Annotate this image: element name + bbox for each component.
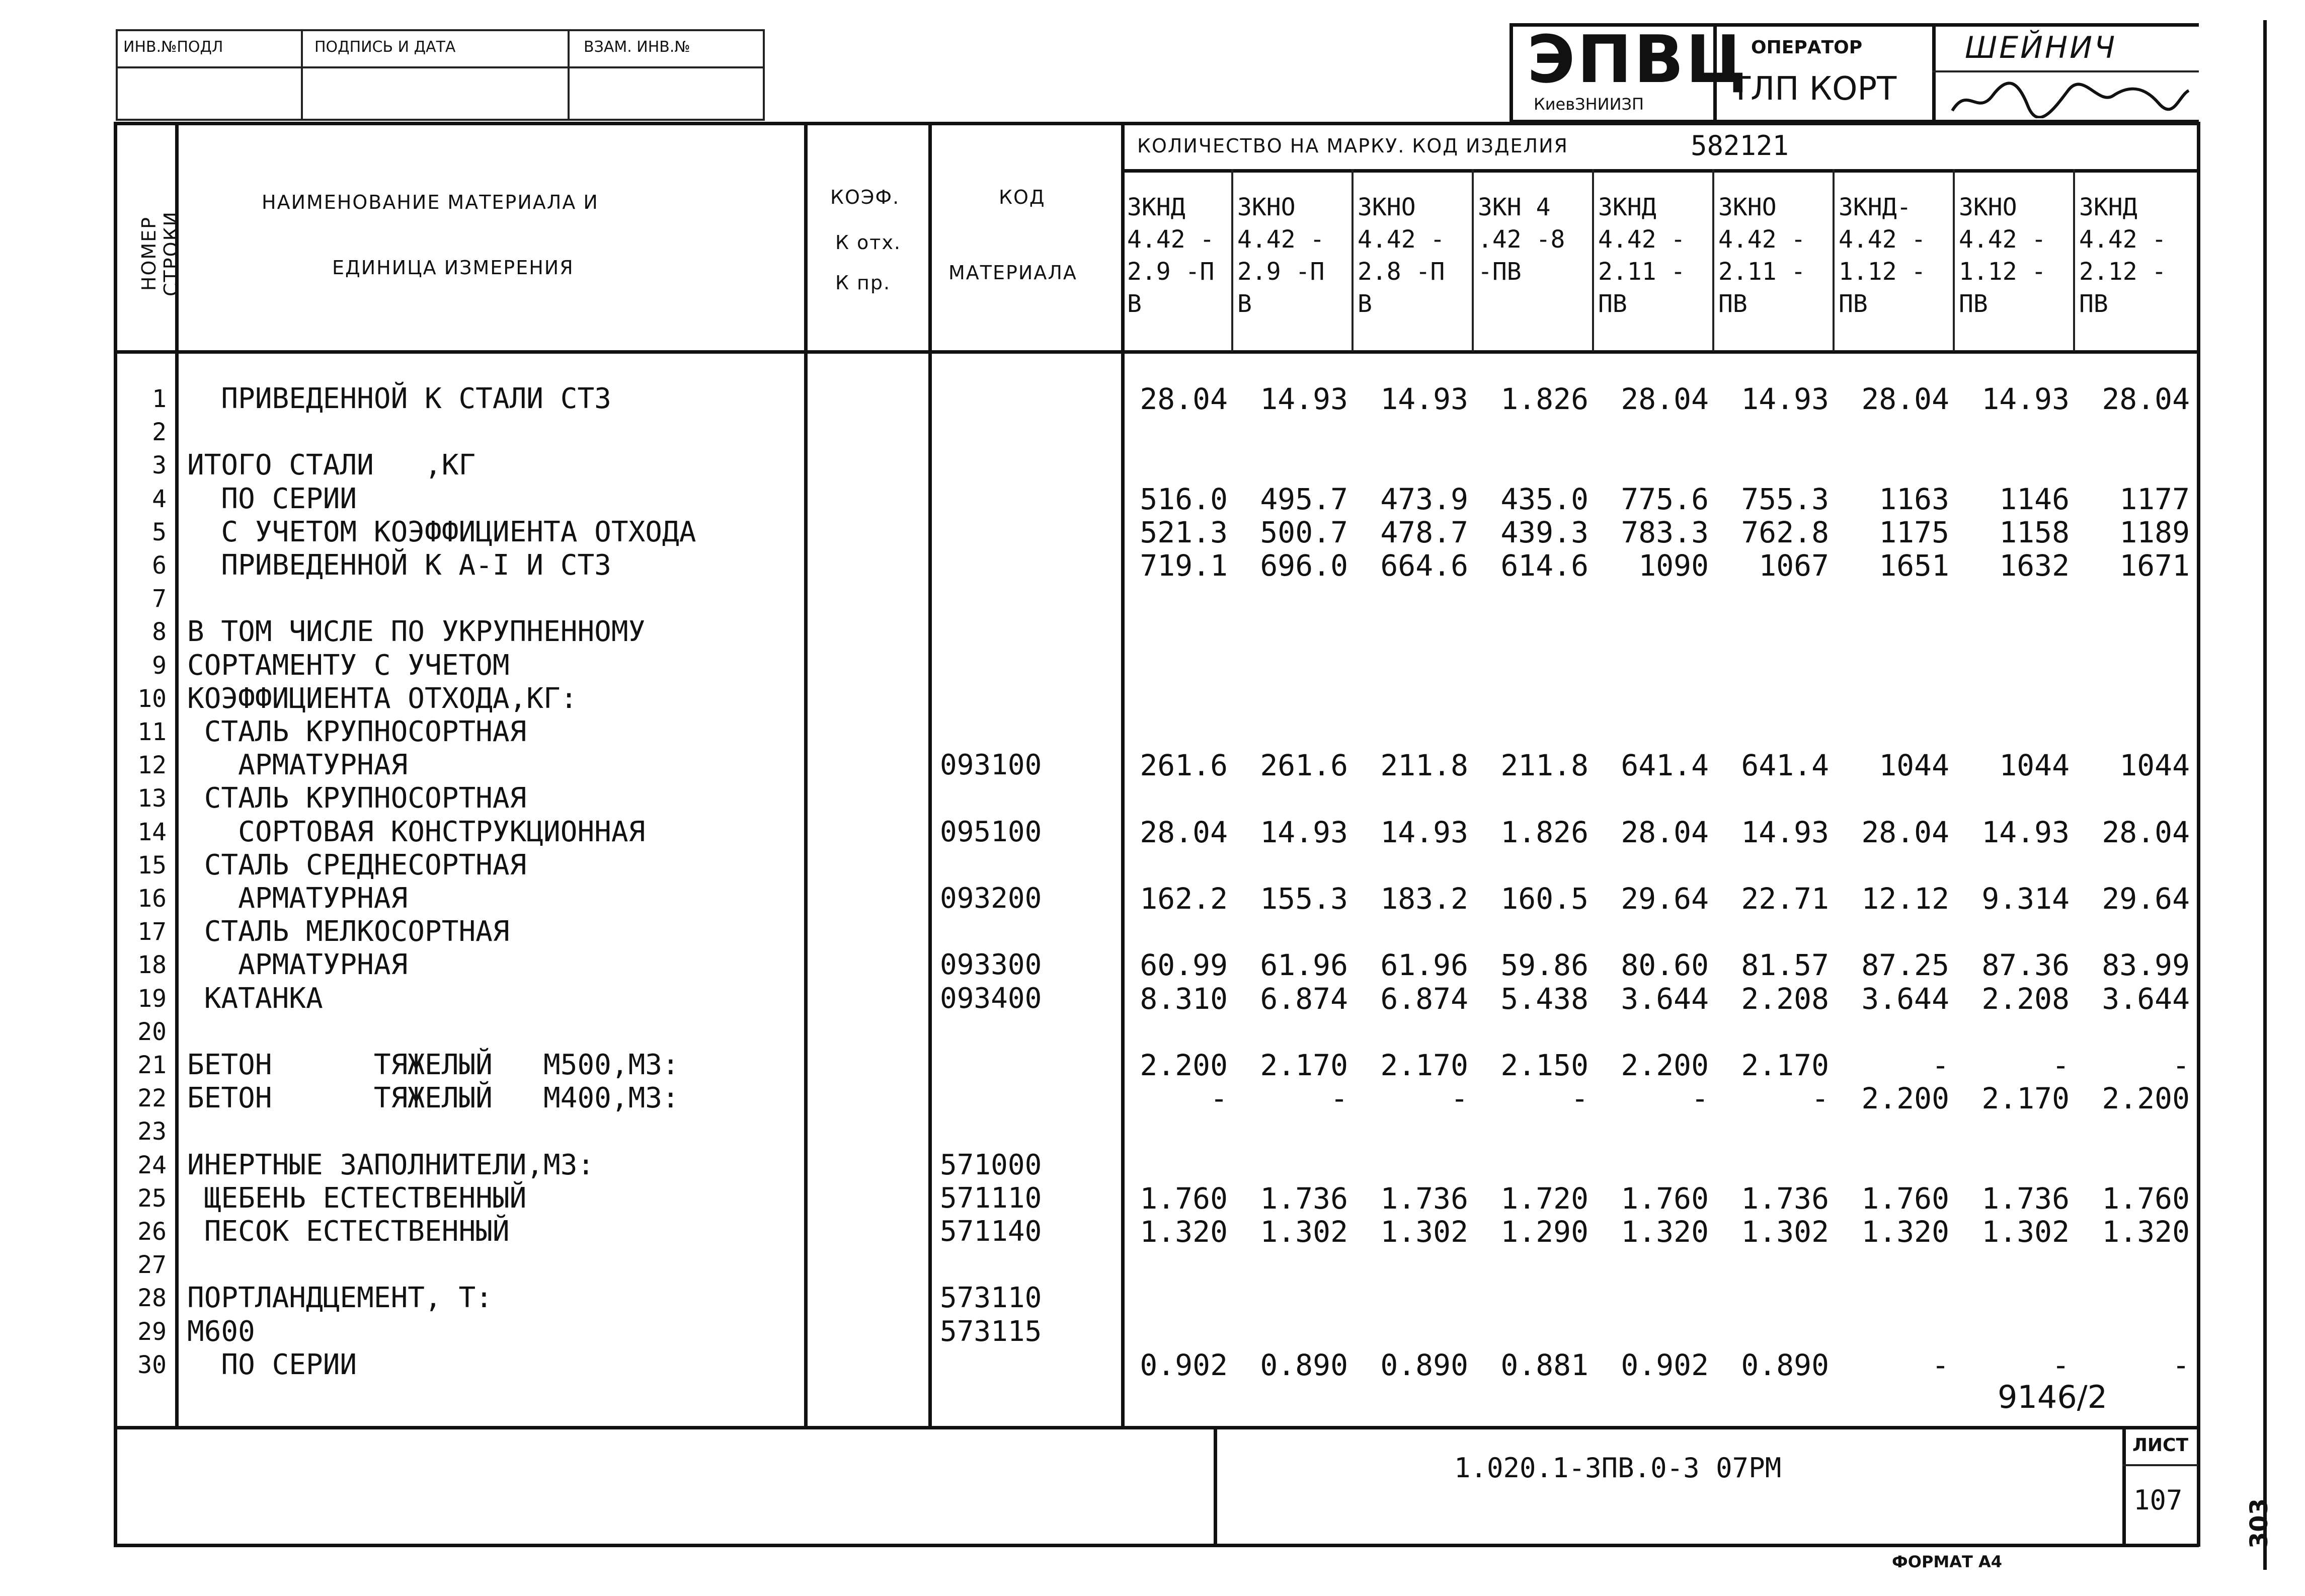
- document-code: 1.020.1-3ПВ.0-3 07РМ: [1454, 1452, 1782, 1484]
- material-code: 093300: [940, 948, 1042, 982]
- quantity-cell: 28.04: [1621, 382, 1709, 416]
- row-number: 9: [152, 651, 167, 680]
- quantity-cell: 1.736: [1380, 1181, 1468, 1216]
- quantity-cell: 1146: [1999, 482, 2070, 516]
- quantity-cell: 0.902: [1621, 1347, 1709, 1382]
- quantity-cell: 1177: [2119, 482, 2190, 516]
- column-header: [2079, 191, 2166, 320]
- signature-icon: [1947, 75, 2194, 118]
- column-header: [1237, 191, 1324, 320]
- quantity-cell: 500.7: [1260, 515, 1348, 549]
- material-name: БЕТОН ТЯЖЕЛЫЙ М400,М3:: [187, 1082, 679, 1115]
- row-number: 30: [137, 1350, 167, 1379]
- column-header-line: ПВ: [1718, 290, 1747, 318]
- material-name: АРМАТУРНАЯ: [187, 882, 408, 915]
- quantity-cell: 261.6: [1140, 748, 1228, 783]
- column-header-line: 1.12 -: [1839, 258, 1926, 286]
- vzam-inv-label: ВЗАМ. ИНВ.№: [584, 38, 690, 56]
- column-header: [1959, 191, 2046, 320]
- column-header-line: В: [1127, 290, 1142, 318]
- quantity-cell: -: [2172, 1048, 2190, 1082]
- format-label: ФОРМАТ А4: [1892, 1552, 2002, 1571]
- quantity-cell: -: [2052, 1347, 2070, 1382]
- quantity-cell: 1651: [1879, 548, 1949, 583]
- material-name: ЩЕБЕНЬ ЕСТЕСТВЕННЫЙ: [187, 1181, 527, 1215]
- column-header-line: 4.42 -: [1127, 225, 1215, 254]
- material-name: АРМАТУРНАЯ: [187, 749, 408, 782]
- quantity-cell: 14.93: [1981, 815, 2070, 849]
- quantity-cell: 83.99: [2102, 948, 2190, 983]
- podpis-data-label: ПОДПИСЬ И ДАТА: [314, 38, 456, 56]
- material-name: СОРТАМЕНТУ С УЧЕТОМ: [187, 649, 510, 682]
- material-name-label-2: ЕДИНИЦА ИЗМЕРЕНИЯ: [332, 257, 574, 279]
- quantity-cell: 1.720: [1500, 1181, 1588, 1216]
- row-number: 14: [137, 818, 167, 846]
- material-code: 093200: [940, 882, 1042, 915]
- quantity-cell: 29.64: [2102, 882, 2190, 916]
- column-header-line: 3КНО: [1358, 193, 1416, 221]
- quantity-cell: 6.874: [1260, 981, 1348, 1016]
- product-code: 582121: [1691, 130, 1789, 162]
- material-name: М600: [187, 1315, 255, 1348]
- quantity-cell: 439.3: [1500, 515, 1588, 549]
- quantity-cell: 87.36: [1981, 948, 2070, 983]
- column-header-line: 2.8 -П: [1358, 258, 1445, 286]
- quantity-cell: 1.320: [1621, 1215, 1709, 1249]
- quantity-cell: 2.208: [1741, 981, 1829, 1016]
- quantity-cell: 719.1: [1140, 548, 1228, 583]
- side-number: 303: [2245, 1498, 2274, 1549]
- quantity-cell: 160.5: [1500, 882, 1588, 916]
- material-name: ПО СЕРИИ: [187, 482, 357, 515]
- quantity-cell: -: [1451, 1081, 1468, 1116]
- quantity-cell: 28.04: [1861, 382, 1949, 416]
- column-header: [1598, 191, 1685, 320]
- quantity-cell: 1.760: [1140, 1181, 1228, 1216]
- quantity-cell: 775.6: [1621, 482, 1709, 516]
- column-header: [1839, 191, 1926, 320]
- quantity-cell: 1158: [1999, 515, 2070, 549]
- quantity-cell: 155.3: [1260, 882, 1348, 916]
- row-number: 6: [152, 551, 167, 580]
- quantity-cell: 516.0: [1140, 482, 1228, 516]
- quantity-cell: 1.760: [1861, 1181, 1949, 1216]
- quantity-cell: 1.760: [2102, 1181, 2190, 1216]
- quantity-cell: 28.04: [2102, 815, 2190, 849]
- row-number: 2: [152, 418, 167, 447]
- column-header-line: 4.42 -: [2079, 225, 2167, 254]
- row-number: 13: [137, 784, 167, 813]
- column-header-line: 3КНД: [1127, 193, 1185, 221]
- quantity-cell: -: [1210, 1081, 1228, 1116]
- quantity-cell: 478.7: [1380, 515, 1468, 549]
- quantity-cell: 521.3: [1140, 515, 1228, 549]
- org-sub: КиевЗНИИЗП: [1534, 95, 1644, 114]
- quantity-cell: 0.890: [1741, 1347, 1829, 1382]
- quantity-cell: 14.93: [1981, 382, 2070, 416]
- row-number: 24: [137, 1151, 167, 1179]
- material-name: В ТОМ ЧИСЛЕ ПО УКРУПНЕННОМУ: [187, 615, 646, 649]
- column-header-line: 2.9 -П: [1127, 258, 1215, 286]
- quantity-cell: 60.99: [1140, 948, 1228, 983]
- column-header-line: 3КНД: [2079, 193, 2137, 221]
- material-name: ИНЕРТНЫЕ ЗАПОЛНИТЕЛИ,М3:: [187, 1148, 595, 1181]
- material-code: 571140: [940, 1215, 1042, 1248]
- column-header: [1718, 191, 1805, 320]
- material-code: 571110: [940, 1181, 1042, 1215]
- quantity-cell: 1.302: [1741, 1215, 1829, 1249]
- quantity-cell: 14.93: [1380, 815, 1468, 849]
- quantity-cell: 1044: [2119, 748, 2190, 783]
- row-number: 5: [152, 518, 167, 546]
- quantity-cell: 1189: [2119, 515, 2190, 549]
- column-header-line: ПВ: [2079, 290, 2108, 318]
- quantity-cell: 762.8: [1741, 515, 1829, 549]
- quantity-cell: 14.93: [1741, 815, 1829, 849]
- quantity-cell: 211.8: [1380, 748, 1468, 783]
- column-header: [1358, 191, 1445, 320]
- material-name: СОРТОВАЯ КОНСТРУКЦИОННАЯ: [187, 815, 646, 848]
- quantity-cell: 8.310: [1140, 981, 1228, 1016]
- material-name: СТАЛЬ СРЕДНЕСОРТНАЯ: [187, 848, 527, 882]
- row-number: 4: [152, 485, 167, 513]
- quantity-cell: 12.12: [1861, 882, 1949, 916]
- material-name: КОЭФФИЦИЕНТА ОТХОДА,КГ:: [187, 682, 578, 715]
- row-number-label: НОМЕР СТРОКИ: [138, 211, 182, 296]
- quantity-cell: 1.736: [1741, 1181, 1829, 1216]
- column-header-line: 2.9 -П: [1237, 258, 1325, 286]
- row-number: 23: [137, 1118, 167, 1146]
- quantity-cell: 664.6: [1380, 548, 1468, 583]
- material-code: 573115: [940, 1315, 1042, 1348]
- quantity-cell: 22.71: [1741, 882, 1829, 916]
- org-name: ЭПВЦ: [1527, 21, 1748, 98]
- operator-label: ОПЕРАТОР: [1751, 37, 1863, 58]
- quantity-cell: 1.320: [1861, 1215, 1949, 1249]
- material-name: ИТОГО СТАЛИ ,КГ: [187, 449, 476, 482]
- quantity-cell: 1067: [1759, 548, 1829, 583]
- quantity-cell: 2.200: [1140, 1048, 1228, 1082]
- quantity-cell: 3.644: [1861, 981, 1949, 1016]
- row-number: 26: [137, 1218, 167, 1246]
- row-number: 19: [137, 984, 167, 1013]
- quantity-cell: 1671: [2119, 548, 2190, 583]
- material-name: ПРИВЕДЕННОЙ К А-I И СТ3: [187, 549, 611, 582]
- quantity-label: КОЛИЧЕСТВО НА МАРКУ. КОД ИЗДЕЛИЯ: [1137, 135, 1568, 157]
- quantity-cell: 3.644: [2102, 981, 2190, 1016]
- quantity-cell: 1163: [1879, 482, 1949, 516]
- quantity-cell: -: [1691, 1081, 1709, 1116]
- quantity-cell: 1044: [1999, 748, 2070, 783]
- quantity-cell: 1.736: [1981, 1181, 2070, 1216]
- quantity-cell: 9.314: [1981, 882, 2070, 916]
- material-name: БЕТОН ТЯЖЕЛЫЙ М500,М3:: [187, 1049, 679, 1081]
- operator-value: ТЛП КОРТ: [1731, 70, 1897, 108]
- quantity-cell: 1.760: [1621, 1181, 1709, 1216]
- quantity-cell: 14.93: [1380, 382, 1468, 416]
- quantity-cell: 1.302: [1260, 1215, 1348, 1249]
- row-number: 25: [137, 1184, 167, 1213]
- quantity-cell: 2.208: [1981, 981, 2070, 1016]
- inv-podl-label: ИНВ.№ПОДЛ: [123, 38, 223, 56]
- column-header-line: 3КНО: [1718, 193, 1777, 221]
- quantity-cell: -: [1932, 1347, 1949, 1382]
- quantity-cell: 2.170: [1741, 1048, 1829, 1082]
- row-number: 21: [137, 1051, 167, 1079]
- column-header-line: ПВ: [1839, 290, 1868, 318]
- quantity-cell: 614.6: [1500, 548, 1588, 583]
- row-number: 22: [137, 1084, 167, 1113]
- column-header-line: .42 -8: [1478, 225, 1565, 254]
- quantity-cell: 261.6: [1260, 748, 1348, 783]
- row-number: 1: [152, 385, 167, 413]
- column-header-line: 3КНД: [1598, 193, 1656, 221]
- quantity-cell: 28.04: [1861, 815, 1949, 849]
- quantity-cell: 5.438: [1500, 981, 1588, 1016]
- quantity-cell: 1.302: [1981, 1215, 2070, 1249]
- column-header-line: 4.42 -: [1358, 225, 1445, 254]
- column-header: [1127, 191, 1214, 320]
- quantity-cell: 0.890: [1380, 1347, 1468, 1382]
- column-header-line: ПВ: [1598, 290, 1627, 318]
- coef-label-1: КОЭФ.: [830, 186, 900, 208]
- quantity-cell: 473.9: [1380, 482, 1468, 516]
- handwritten-number: 9146/2: [1998, 1379, 2108, 1415]
- quantity-cell: 59.86: [1500, 948, 1588, 983]
- column-header-line: 2.11 -: [1598, 258, 1686, 286]
- quantity-cell: -: [1811, 1081, 1829, 1116]
- material-name: ПЕСОК ЕСТЕСТВЕННЫЙ: [187, 1215, 510, 1248]
- row-number: 11: [137, 718, 167, 746]
- sheet-number: 107: [2133, 1484, 2183, 1516]
- material-name: СТАЛЬ КРУПНОСОРТНАЯ: [187, 782, 527, 815]
- quantity-cell: 61.96: [1380, 948, 1468, 983]
- quantity-cell: 1.736: [1260, 1181, 1348, 1216]
- quantity-cell: 641.4: [1741, 748, 1829, 783]
- code-label-2: МАТЕРИАЛА: [948, 262, 1077, 284]
- quantity-cell: -: [1571, 1081, 1588, 1116]
- row-number: 18: [137, 951, 167, 980]
- row-number: 7: [152, 585, 167, 613]
- quantity-cell: 1.290: [1500, 1215, 1588, 1249]
- material-code: 093100: [940, 749, 1042, 782]
- column-header-line: 2.11 -: [1718, 258, 1806, 286]
- quantity-cell: 0.881: [1500, 1347, 1588, 1382]
- column-header-line: В: [1237, 290, 1252, 318]
- quantity-cell: 2.170: [1981, 1081, 2070, 1116]
- material-name: ПРИВЕДЕННОЙ К СТАЛИ СТ3: [187, 382, 611, 415]
- material-name: СТАЛЬ МЕЛКОСОРТНАЯ: [187, 915, 510, 948]
- column-header: [1478, 191, 1565, 288]
- quantity-cell: 2.200: [1621, 1048, 1709, 1082]
- quantity-cell: -: [1932, 1048, 1949, 1082]
- row-number: 15: [137, 851, 167, 880]
- quantity-cell: 81.57: [1741, 948, 1829, 983]
- row-number: 20: [137, 1017, 167, 1046]
- column-header-line: 4.42 -: [1839, 225, 1926, 254]
- quantity-cell: 0.902: [1140, 1347, 1228, 1382]
- column-header-line: 1.12 -: [1959, 258, 2046, 286]
- quantity-cell: 14.93: [1260, 815, 1348, 849]
- quantity-cell: 696.0: [1260, 548, 1348, 583]
- column-header-line: В: [1358, 290, 1372, 318]
- row-number: 8: [152, 618, 167, 647]
- material-code: 095100: [940, 815, 1042, 848]
- sheet-label: ЛИСТ: [2132, 1435, 2189, 1456]
- quantity-cell: 14.93: [1260, 382, 1348, 416]
- code-label-1: КОД: [999, 186, 1046, 208]
- quantity-cell: -: [2172, 1347, 2190, 1382]
- quantity-cell: 6.874: [1380, 981, 1468, 1016]
- quantity-cell: 1.320: [2102, 1215, 2190, 1249]
- column-header-line: 2.12 -: [2079, 258, 2167, 286]
- quantity-cell: 162.2: [1140, 882, 1228, 916]
- quantity-cell: 3.644: [1621, 981, 1709, 1016]
- quantity-cell: 1090: [1638, 548, 1709, 583]
- quantity-cell: 61.96: [1260, 948, 1348, 983]
- material-code: 093400: [940, 982, 1042, 1015]
- quantity-cell: 755.3: [1741, 482, 1829, 516]
- column-header-line: 3КН 4: [1478, 193, 1551, 221]
- quantity-cell: 183.2: [1380, 882, 1468, 916]
- row-number: 10: [137, 684, 167, 713]
- quantity-cell: 1.826: [1500, 815, 1588, 849]
- material-name: ПОРТЛАНДЦЕМЕНТ, Т:: [187, 1282, 493, 1315]
- column-header-line: 4.42 -: [1598, 225, 1686, 254]
- quantity-cell: 2.200: [1861, 1081, 1949, 1116]
- quantity-cell: 1.320: [1140, 1215, 1228, 1249]
- row-number: 27: [137, 1251, 167, 1280]
- quantity-cell: 783.3: [1621, 515, 1709, 549]
- quantity-cell: 0.890: [1260, 1347, 1348, 1382]
- quantity-cell: 28.04: [1140, 382, 1228, 416]
- quantity-cell: 435.0: [1500, 482, 1588, 516]
- quantity-cell: 1.302: [1380, 1215, 1468, 1249]
- quantity-cell: 495.7: [1260, 482, 1348, 516]
- quantity-cell: 2.150: [1500, 1048, 1588, 1082]
- material-name: С УЧЕТОМ КОЭФФИЦИЕНТА ОТХОДА: [187, 515, 696, 548]
- column-header-line: 3КНД-: [1839, 193, 1912, 221]
- quantity-cell: 28.04: [2102, 382, 2190, 416]
- material-name: АРМАТУРНАЯ: [187, 948, 408, 982]
- row-number: 3: [152, 451, 167, 480]
- material-name: ПО СЕРИИ: [187, 1348, 357, 1381]
- material-name-label-1: НАИМЕНОВАНИЕ МАТЕРИАЛА И: [262, 191, 599, 213]
- quantity-cell: 1175: [1879, 515, 1949, 549]
- quantity-cell: 80.60: [1621, 948, 1709, 983]
- quantity-cell: 641.4: [1621, 748, 1709, 783]
- column-header-line: ПВ: [1959, 290, 1988, 318]
- quantity-cell: -: [1330, 1081, 1348, 1116]
- coef-label-3: К пр.: [835, 272, 891, 294]
- column-header-line: 3КНО: [1237, 193, 1296, 221]
- quantity-cell: 1.826: [1500, 382, 1588, 416]
- column-header-line: 4.42 -: [1237, 225, 1325, 254]
- quantity-cell: 2.170: [1260, 1048, 1348, 1082]
- row-number: 29: [137, 1317, 167, 1346]
- row-number: 28: [137, 1284, 167, 1313]
- material-code: 571000: [940, 1148, 1042, 1181]
- quantity-cell: 14.93: [1741, 382, 1829, 416]
- column-header-line: -ПВ: [1478, 258, 1522, 286]
- quantity-cell: 87.25: [1861, 948, 1949, 983]
- quantity-cell: 1632: [1999, 548, 2070, 583]
- column-header-line: 4.42 -: [1718, 225, 1806, 254]
- quantity-cell: 28.04: [1621, 815, 1709, 849]
- column-header-line: 4.42 -: [1959, 225, 2046, 254]
- person-name: ШЕЙНИЧ: [1965, 30, 2117, 65]
- quantity-cell: -: [2052, 1048, 2070, 1082]
- quantity-cell: 211.8: [1500, 748, 1588, 783]
- quantity-cell: 2.170: [1380, 1048, 1468, 1082]
- row-number: 16: [137, 885, 167, 913]
- quantity-cell: 1044: [1879, 748, 1949, 783]
- quantity-cell: 28.04: [1140, 815, 1228, 849]
- material-code: 573110: [940, 1282, 1042, 1315]
- column-header-line: 3КНО: [1959, 193, 2017, 221]
- row-number: 12: [137, 751, 167, 780]
- material-name: СТАЛЬ КРУПНОСОРТНАЯ: [187, 715, 527, 748]
- quantity-cell: 2.200: [2102, 1081, 2190, 1116]
- quantity-cell: 29.64: [1621, 882, 1709, 916]
- coef-label-2: К отх.: [835, 231, 902, 254]
- row-number: 17: [137, 918, 167, 946]
- material-name: КАТАНКА: [187, 982, 323, 1015]
